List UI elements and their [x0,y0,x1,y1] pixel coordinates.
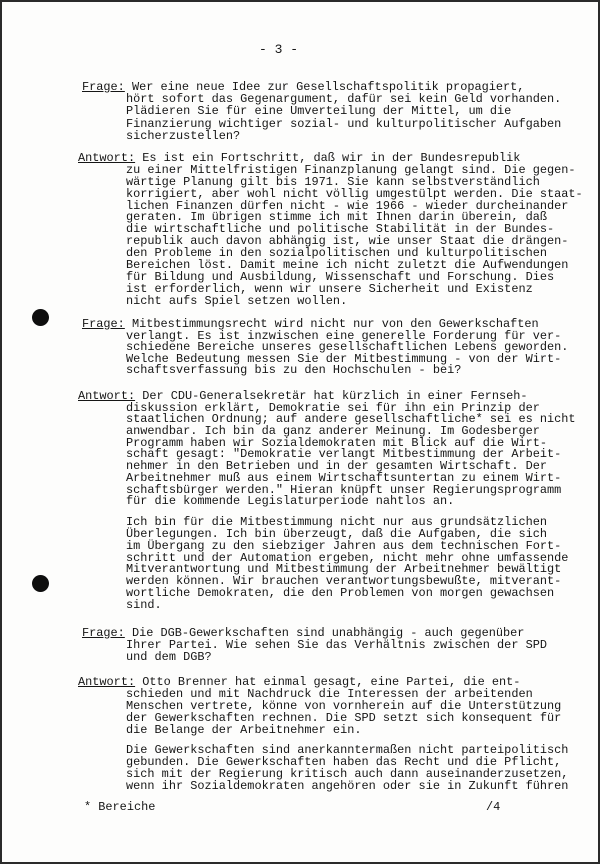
answer-line: der Gewerkschaften rechnen. Die SPD setzt sich konsequent für [126,711,562,725]
answer-line: sind. [126,597,162,612]
answer-line: staatlichen Ordnung; auf andere gesellschaftliche* sei es nicht [126,412,576,427]
answer-line: Die Gewerkschaften sind anerkanntermaßen nicht parteipolitisch [126,743,569,757]
answer-block [2,153,600,308]
answer-line: Programm haben wir Sozialdemokraten mit Blick auf die Wirt- [126,435,547,450]
answer-line: sich mit der Regierung kritisch auch dann auseinanderzusetzen, [126,767,569,781]
answer-line: werden können. Wir brauchen verantwortungsbewußte, mitverant- [126,574,562,589]
question-line: verlangt. Es ist inzwischen eine generelle Forderung für ver- [126,328,562,343]
question-line: hört sofort das Gegenargument, dafür sei kein Geld vorhanden. [126,92,562,107]
answer-line: schritt und der Automation ergeben, nicht mehr ohne umfassende [126,550,569,565]
answer-line: für die kommende Legislaturperiode nahtlos an. [126,494,455,509]
question-line: Mitbestimmungsrecht wird nicht nur von den Gewerkschaften [131,317,539,331]
answer-line: diskussion erklärt, Demokratie sei für ihn ein Prinzip der [126,400,540,415]
answer-line: republik auch davon abhängig ist, wie unser Staat die drängen- [126,234,569,249]
answer-line: schaftsbürger werden." Hieran knüpft unser Regierungsprogramm [126,482,562,497]
answer-line: für Bildung und Ausbildung, Wissenschaft und Forschung. Dies [126,269,555,284]
question-line: und dem DGB? [126,650,212,664]
answer-line: Der CDU-Generalsekretär hat kürzlich in einer Fernseh- [142,389,528,403]
answer-line: anwendbar. Ich bin da ganz anderer Meinung. Im Godesberger [126,424,540,439]
answer-line: schaft gesagt: "Demokratie verlangt Mitbestimmung der Arbeit- [126,447,562,462]
question-line: schaftsverfassung bis zu den Hochschulen - bei? [126,363,462,378]
answer-block [2,676,600,736]
answer-label: Antwort: [78,151,136,165]
answer-line: den Probleme in den sozialpolitischen und kulturpolitischen [126,246,547,261]
answer-line: Es ist ein Fortschritt, daß wir in der Bundesrepublik [142,151,521,165]
answer-line: ist erforderlich, wenn wir unsere Sicherheit und Existenz [126,281,533,296]
question-label: Frage: [82,317,125,331]
continuation-marker: /4 [486,800,501,814]
answer-block [2,391,600,508]
question-line: Finanzierung wichtiger sozial- und kulturpolitischer Aufgaben [126,116,562,131]
answer-line: wärtige Planung gilt bis 1971. Sie kann selbstverständlich [126,174,540,189]
footnote: * Bereiche [84,800,156,814]
answer-line: Otto Brenner hat einmal gesagt, eine Partei, die ent- [142,675,521,689]
question-line: Welche Bedeutung messen Sie der Mitbestimmung - von der Wirt- [126,351,562,366]
answer-line: Arbeitnehmer muß aus einem Wirtschaftsuntertan zu einem Wirt- [126,470,562,485]
answer-line: lichen Finanzen dürfen nicht - wie 1966 - wieder durcheinander [126,198,569,213]
question-label: Frage: [82,80,125,94]
question-block [2,319,600,377]
answer-label: Antwort: [78,389,136,403]
answer-line: Bereichen löst. Damit meine ich nicht zuletzt die Aufwendungen [126,258,569,273]
page-number: - 3 - [259,42,299,57]
answer-line: nehmer in den Betrieben und in der gesamten Wirtschaft. Der [126,459,547,474]
answer-line: korrigiert, aber wohl nicht völlig umgestülpt werden. Die staat- [126,186,583,201]
answer-line: die Belange der Arbeitnehmer ein. [126,723,362,737]
answer-line: Mitverantwortung und Mitbestimmung der Arbeitnehmer bewältigt [126,562,562,577]
answer-line: Menschen vertrete, könne von vornherein auf die Unterstützung [126,699,562,713]
answer-line: wenn ihr Sozialdemokraten angehören oder sie in Zukunft führen [126,779,569,793]
question-label: Frage: [82,626,125,640]
answer-line: Ich bin für die Mitbestimmung nicht nur aus grundsätzlichen [126,515,547,529]
answer-label: Antwort: [78,675,136,689]
answer-line: wortliche Demokraten, die den Problemen von morgen gewachsen [126,586,555,601]
answer-line: Überlegungen. Ich bin überzeugt, daß die Aufgaben, die sich [126,526,547,541]
question-line: Plädieren Sie für eine Umverteilung der Mittel, um die [126,104,512,119]
question-line: Ihrer Partei. Wie sehen Sie das Verhältnis zwischen der SPD [126,638,547,652]
answer-line: die wirtschaftliche und politische Stabilität in der Bundes- [126,222,555,237]
question-line: Die DGB-Gewerkschaften sind unabhängig - auch gegenüber [131,626,525,640]
question-block [2,627,600,663]
answer-line: zu einer Mittelfristigen Finanzplanung gelangt sind. Die gegen- [126,162,576,177]
question-line: Wer eine neue Idee zur Gesellschaftspolitik propagiert, [131,80,525,94]
answer-line: geraten. Im übrigen stimme ich mit Ihnen darin überein, daß [126,210,547,225]
answer-line: nicht aufs Spiel setzen wollen. [126,293,348,308]
answer-paragraph [2,744,600,792]
answer-line: schieden und mit Nachdruck die Interessen der arbeitenden [126,687,533,701]
question-block [2,81,600,142]
answer-paragraph [2,517,600,612]
question-line: schiedene Bereiche unseres gesellschaftlichen Lebens geworden. [126,340,569,355]
answer-line: im Übergang zu den siebziger Jahren aus dem technischen Fort- [126,538,562,553]
answer-line: gebunden. Die Gewerkschaften haben das Recht und die Pflicht, [126,755,562,769]
question-line: sicherzustellen? [126,128,241,143]
